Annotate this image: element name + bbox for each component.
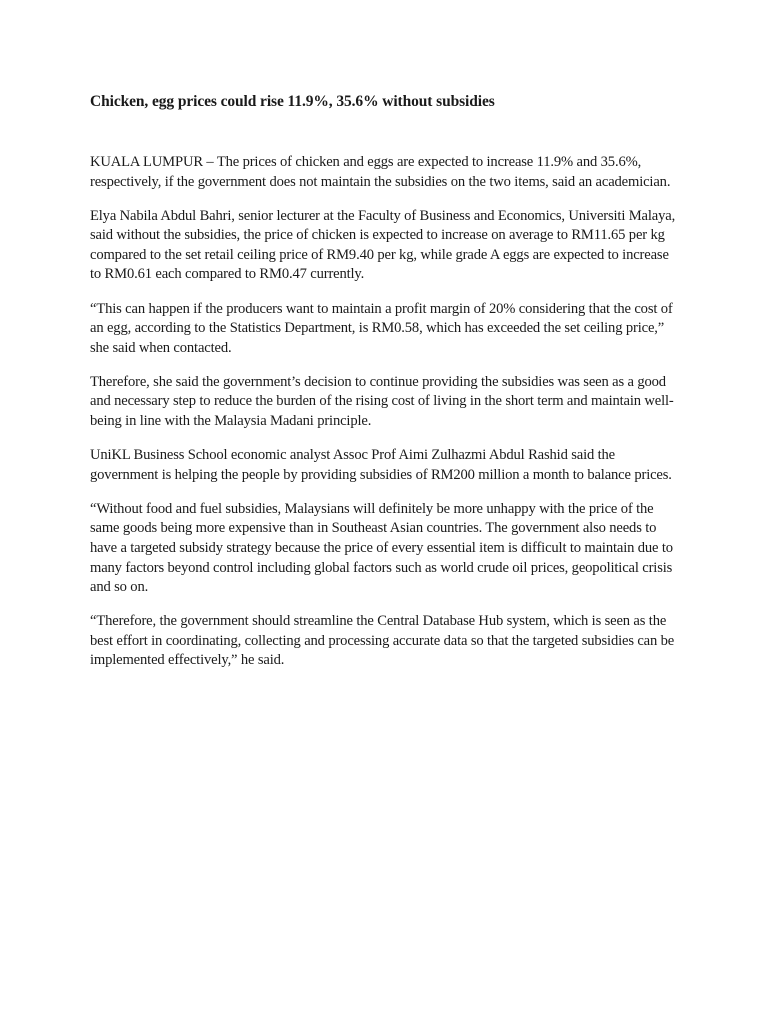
article-body bbox=[90, 153, 680, 671]
paragraph: “Therefore, the government should streamline the Central Database Hub system, which is seen as the best effort in coordinating, collecting and processing accurate data so that the targeted subsidies can be implemented effectively,” he said. bbox=[90, 613, 675, 669]
paragraph: UniKL Business School economic analyst Assoc Prof Aimi Zulhazmi Abdul Rashid said the government is helping the people by providing subsidies of RM200 million a month to balance prices. bbox=[90, 447, 672, 483]
paragraph: “This can happen if the producers want to maintain a profit margin of 20% considering that the cost of an egg, according to the Statistics Department, is RM0.58, which has exceeded the set ceiling price,” she said when contacted. bbox=[90, 300, 673, 356]
lead-text: The prices of chicken and eggs are expected to increase 11.9% and 35.6%, respectively, if the government does not maintain the subsidies on the two items, said an academician. bbox=[90, 154, 671, 190]
document-page bbox=[90, 92, 680, 686]
paragraph: Elya Nabila Abdul Bahri, senior lecturer at the Faculty of Business and Economics, Universiti Malaya, said without the subsidies, the price of chicken is expected to increase on average to RM11.65 per kg compared to the set retail ceiling price of RM9.40 per kg, while grade A eggs are expected to increase to RM0.61 each compared to RM0.47 currently. bbox=[90, 207, 676, 283]
paragraph: Therefore, she said the government’s decision to continue providing the subsidies was seen as a good and necessary step to reduce the burden of the rising cost of living in the short term and maintain well-being in line with the Malaysia Madani principle. bbox=[90, 373, 674, 430]
headline: Chicken, egg prices could rise 11.9%, 35.6% without subsidies bbox=[90, 93, 495, 110]
lead-paragraph bbox=[90, 153, 680, 192]
dateline: KUALA LUMPUR – bbox=[90, 154, 214, 170]
paragraph: “Without food and fuel subsidies, Malaysians will definitely be more unhappy with the price of the same goods being more expensive than in Southeast Asian countries. The government also needs to have a targeted subsidy strategy because the price of every essential item is difficult to maintain due to many factors beyond control including global factors such as world crude oil prices, geopolitical crisis and so on. bbox=[90, 500, 673, 596]
